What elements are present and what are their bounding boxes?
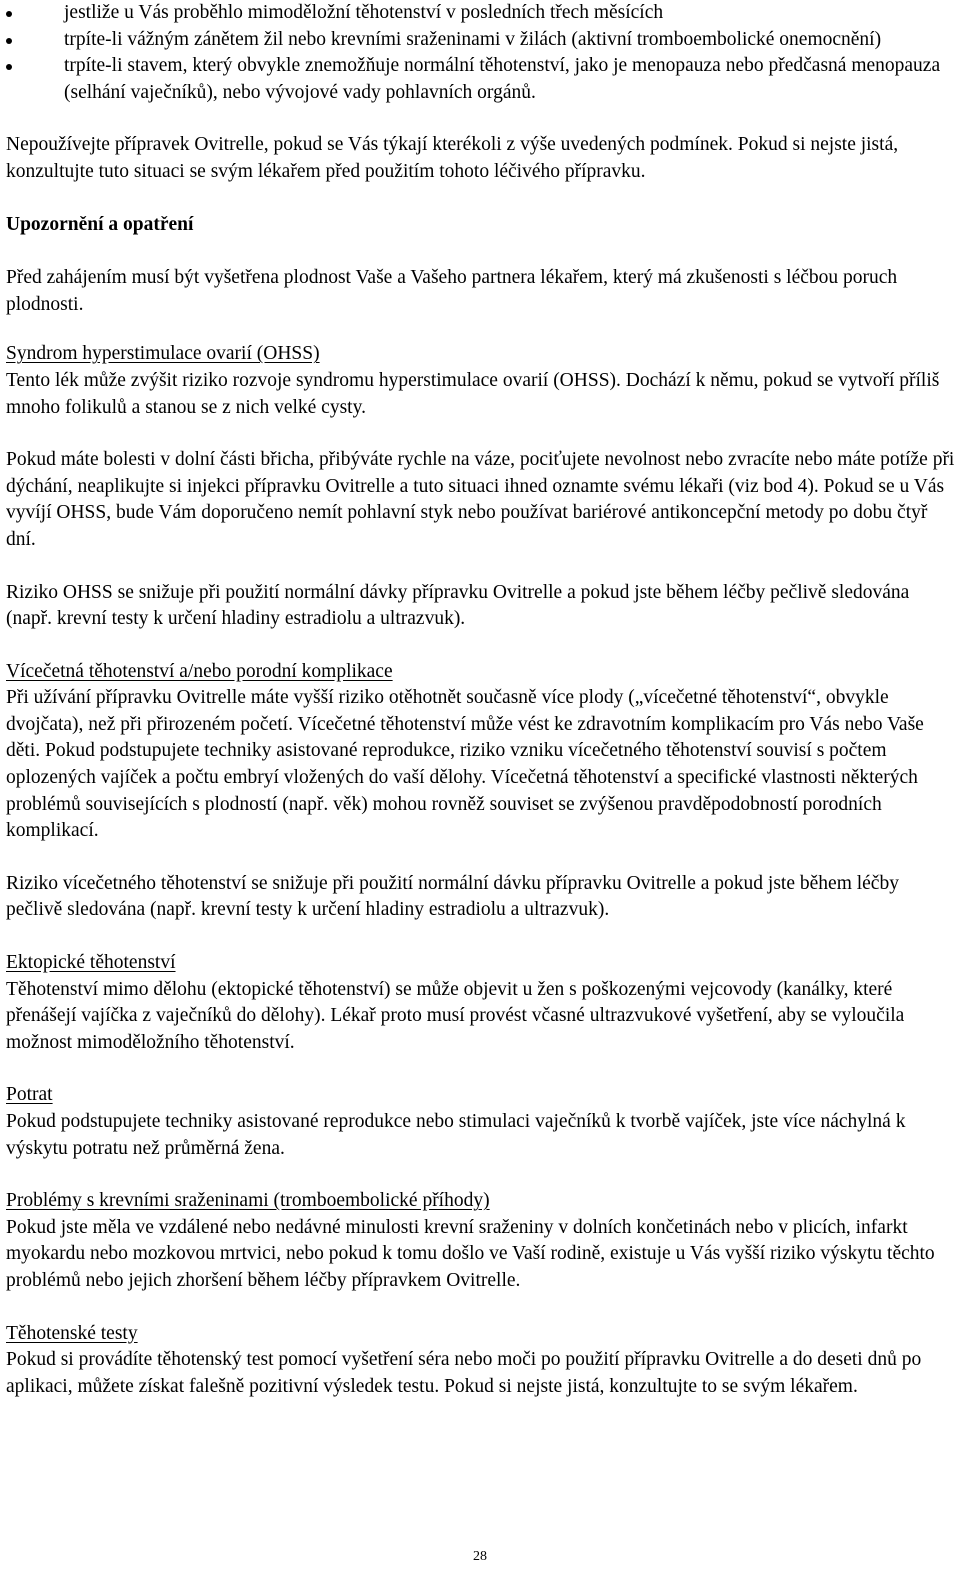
section-intro: Před zahájením musí být vyšetřena plodnost Vaše a Vašeho partnera lékařem, který má zkušenosti s léčbou poruch plodnosti. — [6, 267, 898, 315]
ohss-paragraph-3: Riziko OHSS se snižuje při použití normální dávky přípravku Ovitrelle a pokud jste během léčby pečlivě sledována (např. krevní testy k určení hladiny estradiolu a ultrazvuk). — [6, 581, 910, 630]
miscarriage-paragraph: Pokud podstupujete techniky asistované reprodukce nebo stimulaci vaječníků k tvorbě vajíček, jste více náchylná k výskytu potratu než průměrná žena. — [6, 1111, 906, 1159]
bullet-icon — [6, 64, 12, 70]
bullet-icon — [6, 38, 12, 44]
page-number: 28 — [473, 1549, 487, 1564]
pregnancy-tests-title: Těhotenské testy — [6, 1322, 138, 1344]
bullet-icon — [6, 11, 12, 17]
blood-clots-paragraph: Pokud jste měla ve vzdálené nebo nedávné minulosti krevní sraženiny v dolních končetinách nebo v plicích, infarkt myokardu nebo mozkovou mrtvici, nebo pokud k tomu došlo ve Vaší rodině, existuje u Vás vyšší riziko výskytu těchto problémů nebo jejich zhoršení během léčby přípravkem Ovitrelle. — [6, 1216, 935, 1291]
ectopic-paragraph: Těhotenství mimo dělohu (ektopické těhotenství) se může objevit u žen s poškozenými vejcovody (kanálky, které přenášejí vajíčka z vaječníků do dělohy). Lékař proto musí provést včasné ultrazvukové vyšetření, aby se vyloučila možnost mimoděložního těhotenství. — [6, 978, 905, 1053]
contraindication-list — [6, 0, 956, 106]
section-heading: Upozornění a opatření — [6, 213, 194, 235]
pregnancy-tests-paragraph: Pokud si provádíte těhotenský test pomocí vyšetření séra nebo moči po použití přípravku Ovitrelle a do deseti dnů po aplikaci, můžete získat falešně pozitivní výsledek testu. Pokud si nejste jistá, konzultujte to se svým lékařem. — [6, 1349, 922, 1397]
ohss-paragraph-1: Tento lék může zvýšit riziko rozvoje syndromu hyperstimulace ovarií (OHSS). Dochází k němu, pokud se vytvoří příliš mnoho folikulů a stanou se z nich velké cysty. — [6, 369, 940, 418]
ohss-title: Syndrom hyperstimulace ovarií (OHSS) — [6, 343, 320, 365]
list-item — [6, 27, 956, 54]
ectopic-title: Ektopické těhotenství — [6, 952, 176, 974]
list-item-text: trpíte-li stavem, který obvykle znemožňuje normální těhotenství, jako je menopauza nebo předčasná menopauza (selhání vaječníků), nebo vývojové vady pohlavních orgánů. — [64, 55, 941, 103]
ohss-paragraph-2: Pokud máte bolesti v dolní části břicha, přibýváte rychle na váze, pociťujete nevolnost nebo zvracíte nebo máte potíže při dýchání, neaplikujte si injekci přípravku Ovitrelle a tuto situaci ihned oznamte svému lékaři (viz bod 4). Pokud se u Vás vyvíjí OHSS, bude Vám doporučeno nemít pohlavní styk nebo používat bariérové antikoncepční metody po dobu čtyř dní. — [6, 449, 955, 550]
multiple-pregnancy-paragraph-2: Riziko vícečetného těhotenství se snižuje při použití normální dávku přípravku Ovitrelle a pokud jste během léčby pečlivě sledována (např. krevní testy k určení hladiny estradiolu a ultrazvuk). — [6, 872, 899, 921]
document-page — [6, 0, 956, 1400]
intro-warning: Nepoužívejte přípravek Ovitrelle, pokud se Vás týkají kterékoli z výše uvedených podmínek. Pokud si nejste jistá, konzultujte tuto situaci se svým lékařem před použitím tohoto léčivého přípravku. — [6, 134, 899, 182]
list-item-text: jestliže u Vás proběhlo mimoděložní těhotenství v posledních třech měsících — [64, 2, 664, 23]
list-item-text: trpíte-li vážným zánětem žil nebo krevními sraženinami v žilách (aktivní tromboembolické onemocnění) — [64, 28, 882, 50]
miscarriage-title: Potrat — [6, 1084, 53, 1106]
blood-clots-title: Problémy s krevními sraženinami (tromboembolické příhody) — [6, 1190, 490, 1212]
list-item — [6, 53, 956, 106]
list-item — [6, 0, 956, 27]
multiple-pregnancy-paragraph-1: Při užívání přípravku Ovitrelle máte vyšší riziko otěhotnět současně více plody („vícečetné těhotenství“, obvykle dvojčata), než při přirozeném početí. Vícečetné těhotenství může vést ke zdravotním komplikacím pro Vás nebo Vaše děti. Pokud podstupujete techniky asistované reprodukce, riziko vzniku vícečetného těhotenství souvisí s počtem oplozených vajíček a počtu embryí vložených do vaší dělohy. Vícečetná těhotenství a specifické vlastnosti některých problémů souvisejících s plodností (např. věk) mohou rovněž souviset se zvýšenou pravděpodobností porodních komplikací. — [6, 687, 924, 842]
multiple-pregnancy-title: Vícečetná těhotenství a/nebo porodní komplikace — [6, 660, 393, 682]
